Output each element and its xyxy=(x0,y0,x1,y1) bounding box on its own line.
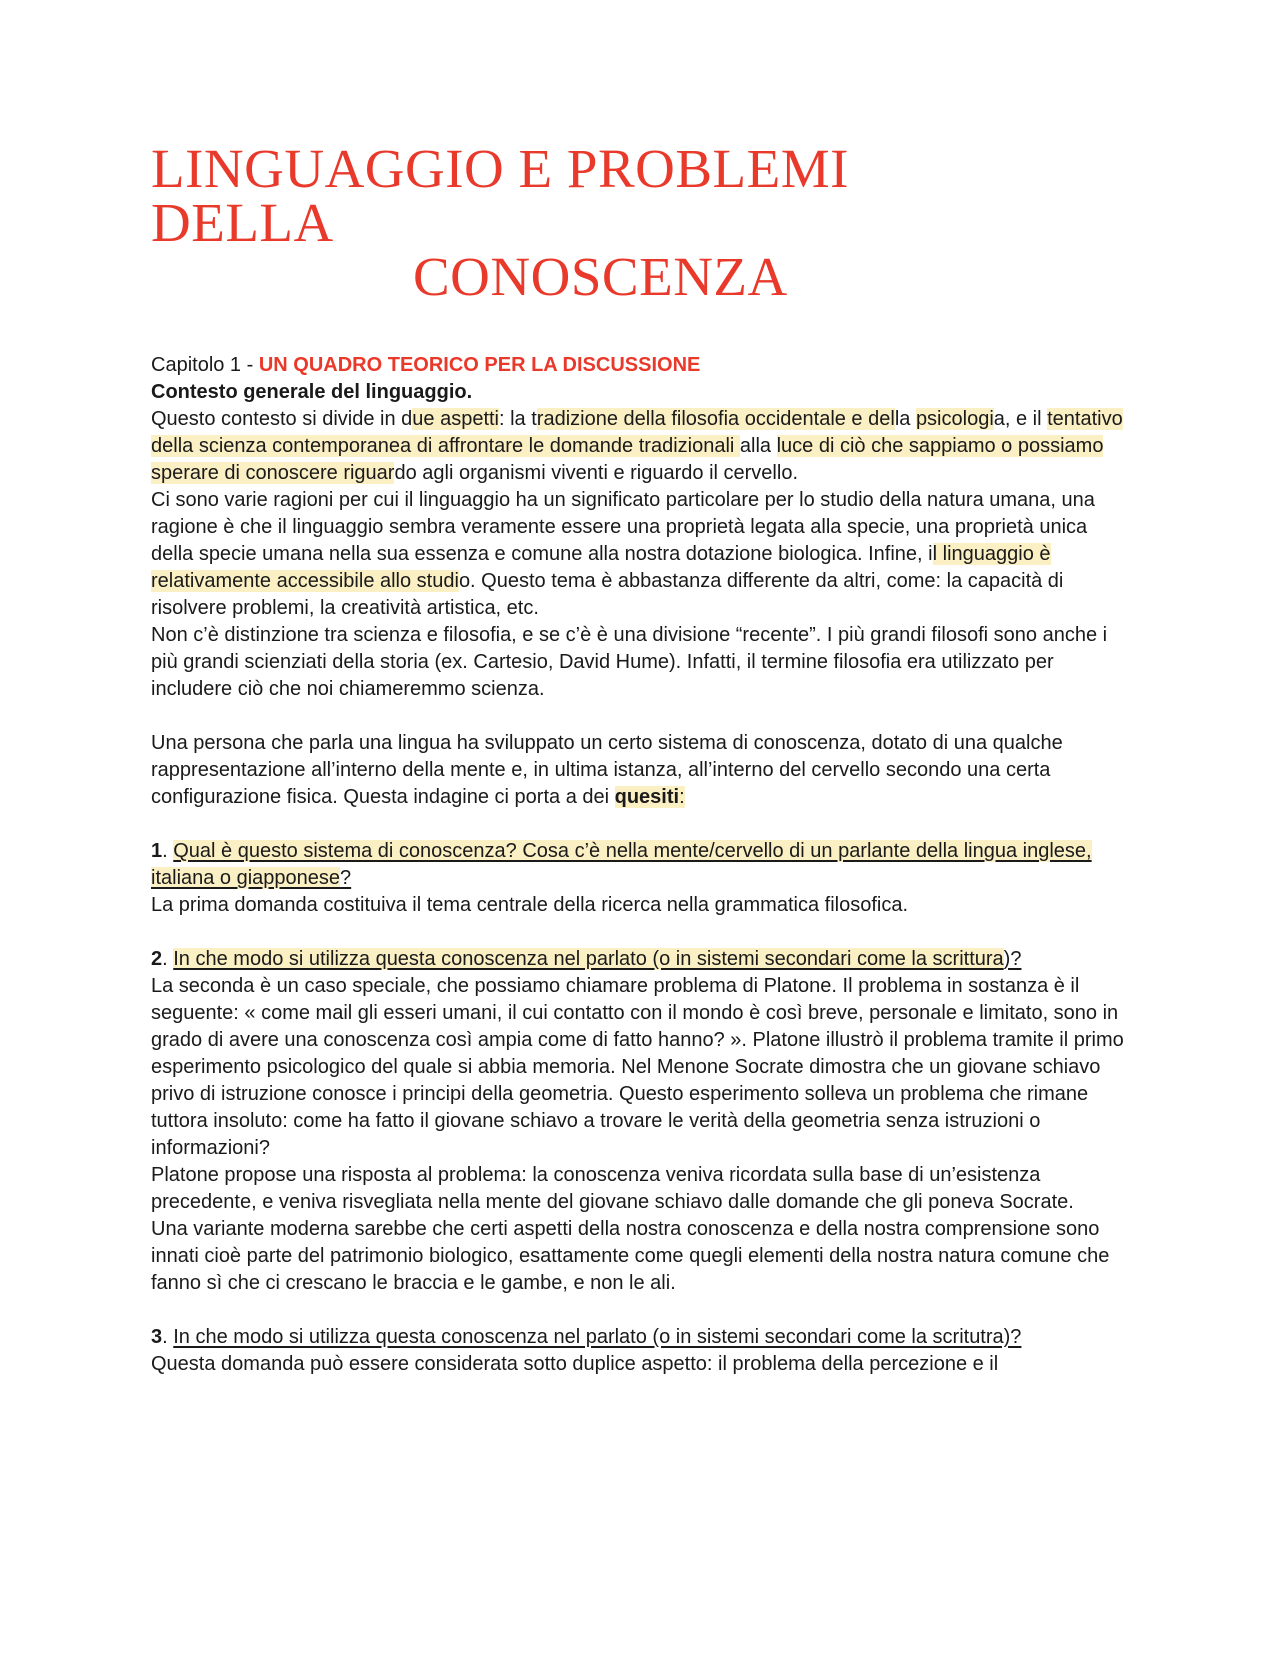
question-text: In che modo si utilizza questa conoscenza nel parlato (o in sistemi secondari come la scritutra)? xyxy=(173,1326,1022,1348)
paragraph-2 xyxy=(151,487,1131,622)
highlight: luce di ciò che sappiamo o possiamo sperare di conoscere riguar xyxy=(151,435,1104,484)
question-end: )? xyxy=(1003,948,1022,970)
text-run: o. Questo tema è abbastanza differente da altri, come: la capacità di risolvere problemi, la creatività artistica, etc. xyxy=(151,570,1064,619)
paragraph-1 xyxy=(151,406,1131,487)
text-run: alla xyxy=(739,435,777,457)
text-run: Una persona che parla una lingua ha sviluppato un certo sistema di conoscenza, dotato di una qualche rappresentazione all’interno della mente e, in ultima istanza, all’interno del cervello secondo una certa configurazione fisica. Questa indagine ci porta a dei xyxy=(151,732,1063,808)
question-3 xyxy=(151,1324,1131,1351)
spacer xyxy=(151,811,1131,838)
chapter-name: UN QUADRO TEORICO PER LA DISCUSSIONE xyxy=(258,354,701,376)
answer-1: La prima domanda costituiva il tema centrale della ricerca nella grammatica filosofica. xyxy=(151,894,909,916)
chapter-prefix: Capitolo 1 - xyxy=(151,354,259,376)
section-heading: Contesto generale del linguaggio. xyxy=(151,381,473,403)
text-run: . xyxy=(162,840,174,862)
highlight: l linguaggio è relativamente accessibile allo studi xyxy=(151,543,1051,592)
answer-2b: Platone propose una risposta al problema: la conoscenza veniva ricordata sulla base di un’esistenza precedente, e veniva risvegliata nella mente del giovane schiavo dalle domande che gli poneva Socrate. xyxy=(151,1164,1074,1213)
document-title xyxy=(151,138,1131,307)
text-run: Questo contesto si divide in d xyxy=(151,408,413,430)
title-line-3: CONOSCENZA xyxy=(413,246,788,307)
document-page xyxy=(151,138,1131,1378)
title-line-1: LINGUAGGIO E PROBLEMI xyxy=(151,138,849,199)
question-number: 2 xyxy=(151,948,163,970)
highlight: : xyxy=(679,786,685,808)
highlight: ue aspetti xyxy=(412,408,499,430)
question-number: 1 xyxy=(151,840,163,862)
answer-2c: Una variante moderna sarebbe che certi aspetti della nostra conoscenza e della nostra comprensione sono innati cioè parte del patrimonio biologico, esattamente come quegli elementi della nostra natura comune che fanno sì che ci crescano le braccia e le gambe, e non le ali. xyxy=(151,1218,1110,1294)
text-run: . xyxy=(162,948,174,970)
spacer xyxy=(151,703,1131,730)
answer-3: Questa domanda può essere considerata sotto duplice aspetto: il problema della percezione e il xyxy=(151,1353,999,1375)
text-run: Ci sono varie ragioni per cui il linguaggio ha un significato particolare per lo studio della natura umana, una ragione è che il linguaggio sembra veramente essere una proprietà legata alla specie, una proprietà unica della specie umana nella sua essenza e comune alla nostra dotazione biologica. Infine, i xyxy=(151,489,1095,565)
text-run: a, e il xyxy=(993,408,1048,430)
text-run: . xyxy=(162,1326,174,1348)
highlight: psicologi xyxy=(915,408,994,430)
highlight-quesiti: quesiti xyxy=(614,786,680,808)
paragraph-4 xyxy=(151,730,1131,811)
question-2 xyxy=(151,946,1131,973)
spacer xyxy=(151,919,1131,946)
text-run: do agli organismi viventi e riguardo il cervello. xyxy=(394,462,798,484)
text-run: la xyxy=(894,408,916,430)
question-number: 3 xyxy=(151,1326,163,1348)
spacer xyxy=(151,1297,1131,1324)
title-line-2: DELLA xyxy=(151,192,334,253)
question-end: ? xyxy=(340,867,352,889)
question-text: Qual è questo sistema di conoscenza? Cosa c’è nella mente/cervello di un parlante della lingua inglese, italiana o giapponese xyxy=(151,840,1092,889)
answer-2: La seconda è un caso speciale, che possiamo chiamare problema di Platone. Il problema in sostanza è il seguente: « come mail gli esseri umani, il cui contatto con il mondo è così breve, personale e limitato, sono in grado di avere una conoscenza così ampia come di fatto hanno? ». Platone illustrò il problema tramite il primo esperimento psicologico del quale si abbia memoria. Nel Menone Socrate dimostra che un giovane schiavo privo di istruzione conosce i principi della geometria. Questo esperimento solleva un problema che rimane tuttora insoluto: come ha fatto il giovane schiavo a trovare le verità della geometria senza istruzioni o informazioni? xyxy=(151,975,1124,1159)
paragraph-3: Non c’è distinzione tra scienza e filosofia, e se c’è è una divisione “recente”. I più grandi filosofi sono anche i più grandi scienziati della storia (ex. Cartesio, David Hume). Infatti, il termine filosofia era utilizzato per includere ciò che noi chiameremmo scienza. xyxy=(151,624,1108,700)
question-text: In che modo si utilizza questa conoscenza nel parlato (o in sistemi secondari come la scrittura xyxy=(173,948,1004,970)
chapter-heading xyxy=(151,352,1131,379)
question-1 xyxy=(151,838,1131,892)
highlight: radizione della filosofia occidentale e del xyxy=(536,408,895,430)
text-run: : la t xyxy=(499,408,537,430)
document-body xyxy=(151,352,1131,1378)
highlight: tentativo della scienza contemporanea di affrontare le domande tradizionali xyxy=(151,408,1123,457)
